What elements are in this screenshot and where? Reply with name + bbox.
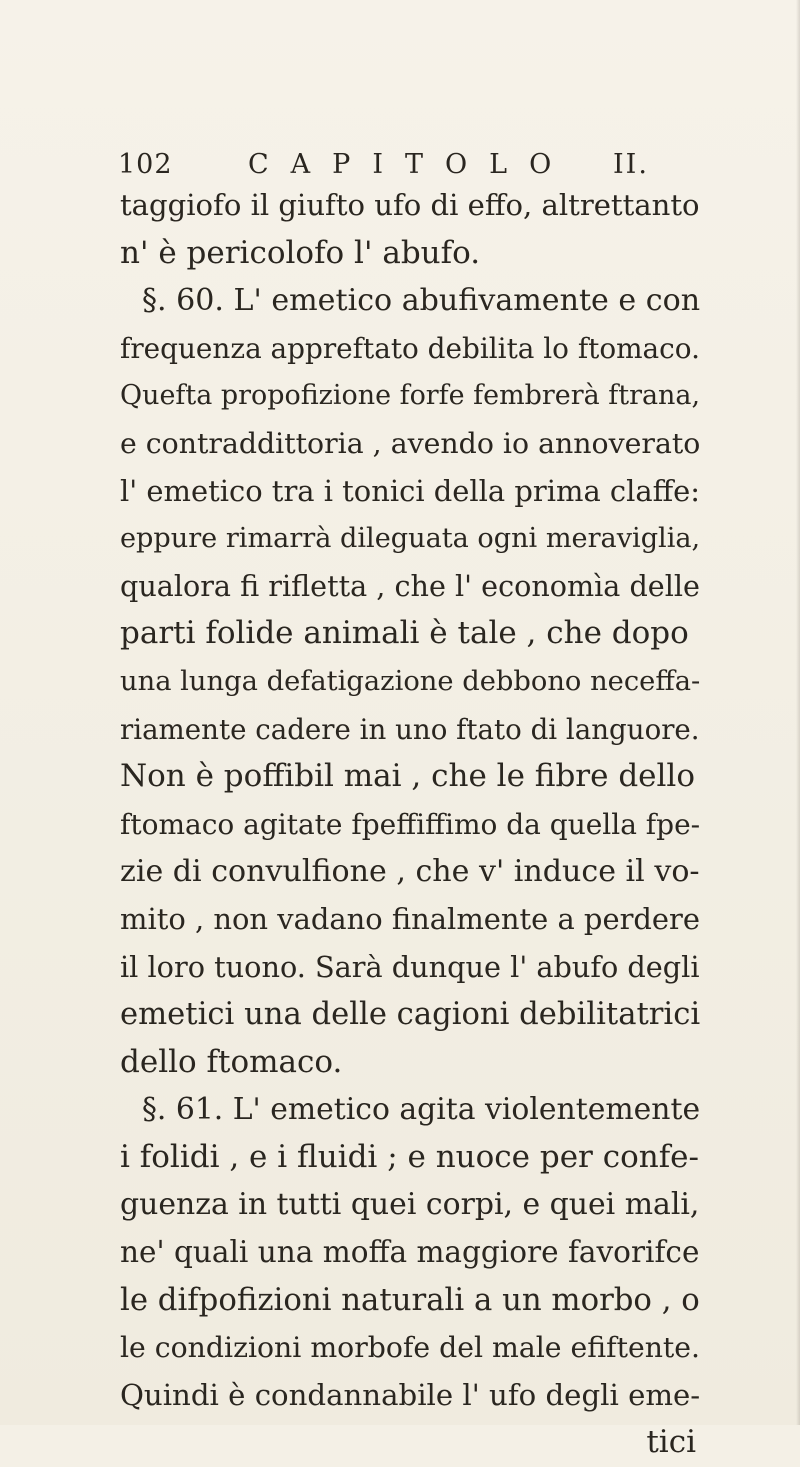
text-line: dello ftomaco. bbox=[120, 1043, 343, 1080]
running-header bbox=[118, 145, 718, 185]
text-line: i folidi , e i fluidi ; e nuoce per confe- bbox=[120, 1138, 699, 1175]
text-line: taggiofo il giufto ufo di effo, altrettanto bbox=[120, 188, 700, 222]
text-line: ne' quali una moffa maggiore favorifce bbox=[120, 1235, 700, 1270]
body-text bbox=[120, 182, 700, 1467]
text-line: qualora fi rifletta , che l' economìa delle bbox=[120, 568, 700, 603]
chapter-title: CAPITOLO bbox=[248, 149, 574, 180]
chapter-number: II. bbox=[613, 149, 649, 180]
text-line: l' emetico tra i tonici della prima claffe: bbox=[120, 473, 701, 508]
text-line: Quefta propofizione forfe fembrerà ftrana, bbox=[120, 380, 701, 412]
text-line: Non è poffibil mai , che le fibre dello bbox=[120, 758, 695, 795]
text-line: le difpofizioni naturali a un morbo , o bbox=[120, 1281, 700, 1318]
text-line: guenza in tutti quei corpi, e quei mali, bbox=[120, 1187, 700, 1223]
text-line: frequenza appreftato debilita lo ftomaco. bbox=[120, 331, 700, 365]
text-line: emetici una delle cagioni debilitatrici bbox=[120, 997, 701, 1033]
text-line: §. 60. L' emetico abufivamente e con bbox=[142, 283, 701, 319]
text-line: n' è pericolofo l' abufo. bbox=[120, 234, 481, 271]
text-line: Quindi è condannabile l' ufo degli eme- bbox=[120, 1377, 701, 1412]
text-line: parti folide animali è tale , che dopo bbox=[120, 615, 689, 652]
text-line: una lunga defatigazione debbono neceffa- bbox=[120, 665, 701, 697]
text-line: §. 61. L' emetico agita violentemente bbox=[142, 1092, 701, 1128]
text-line: e contraddittoria , avendo io annoverato bbox=[120, 426, 701, 460]
text-line: le condizioni morbofe del male efiftente. bbox=[120, 1331, 701, 1365]
page-edge-shadow bbox=[796, 0, 800, 1425]
text-line: eppure rimarrà dileguata ogni meraviglia, bbox=[120, 523, 701, 555]
text-line: mito , non vadano finalmente a perdere bbox=[120, 901, 701, 936]
text-line: riamente cadere in uno ftato di languore. bbox=[120, 712, 700, 746]
catchword: tici bbox=[646, 1424, 696, 1461]
text-line: il loro tuono. Sarà dunque l' abufo degli bbox=[120, 949, 700, 984]
page-number: 102 bbox=[118, 149, 173, 180]
text-line: ftomaco agitate fpeffiffimo da quella fpe- bbox=[120, 807, 701, 841]
text-line: zie di convulfione , che v' induce il vo- bbox=[120, 854, 700, 890]
